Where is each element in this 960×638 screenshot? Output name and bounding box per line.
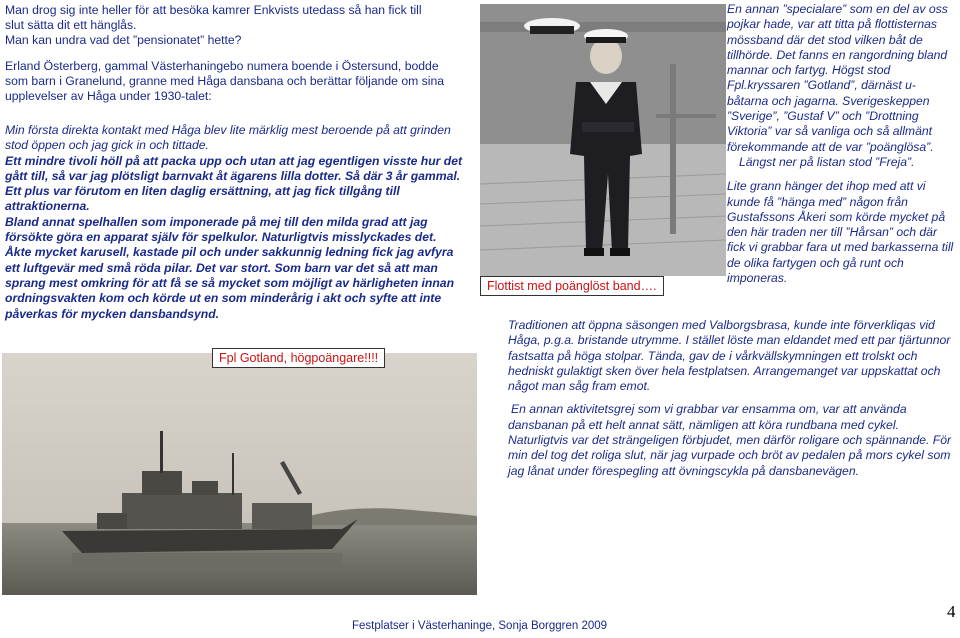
ship-photo <box>2 353 477 595</box>
story-p4: Bland annat spelhallen som imponerade på mej till den milda grad att jag försökte göra en apparat själv för spelkulor. Naturligtvis misslyckades det. <box>5 214 437 245</box>
ship-caption: Fpl Gotland, högpoängare!!!! <box>212 348 385 368</box>
intro-line-3: Man kan undra vad det ”pensionatet” hette? <box>5 33 242 47</box>
intro-paragraph: Erland Österberg, gammal Västerhaningebo numera boende i Östersund, bodde som barn i Granelund, granne med Håga dansbana och berättar följande om sina upplevelser av Håga under 1930-talet: <box>5 59 445 103</box>
ship-photo-image <box>2 353 477 595</box>
cycle-paragraph: En annan aktivitetsgrej som vi grabbar var ensamma om, var att använda dansbanan på ett helt annat sätt, nämligen att köra rundbana med cykel. Naturligtvis var det strängeligen förbjudet, men därför roligare och spännande. För min del tog det roliga slut, när jag vurpade och bröt av pedalen på mors cykel som jag lånat under förespegling att övningscykla på dansbanevägen. <box>508 402 952 478</box>
tradition-paragraph: Traditionen att öppna säsongen med Valborgsbrasa, kunde inte förverkliqas vid Håga, p.g.a. bristande utrymme. I stället löste man eldandet med ett par tjärtunnor fastsatta på höga stolpar. Tända, gav de i vårkvällskymningen ett trolskt och hedniskt gulaktigt sken över hela festplatsen. Arrangemanget var uppskattat och något man såg fram emot. <box>508 318 951 394</box>
sailor-photo-image <box>480 4 726 276</box>
intro-line-2: slut sätta dit ett hänglås. <box>5 18 137 32</box>
sailor-caption: Flottist med poänglöst band…. <box>480 276 664 296</box>
sailor-photo <box>480 4 726 276</box>
story-text <box>5 123 467 322</box>
story-p1: Min första direkta kontakt med Håga blev lite märklig mest beroende på att grinden stod öppen och jag gick in och tittade. <box>5 123 451 153</box>
intro-line-1: Man drog sig inte heller för att besöka kamrer Enkvists utedass så han fick till <box>5 3 422 17</box>
right-p1: En annan ”specialare” som en del av oss pojkar hade, var att titta på flottisternas mössband där det stod vilken båt de tillhörde. Det fanns en rangordning bland mannar och fartyg. Högst stod Fpl.kryssaren ”Gotland”, därnäst u-båtarna och jagarna. Sverigeskeppen ”Sverige”, ”Gustaf V” och ”Drottning Viktoria” var så vanliga och så allmänt förekommande att de var ”poänglösa”. <box>727 2 948 154</box>
right-p2: Lite grann hänger det ihop med att vi kunde få ”hänga med” någon från Gustafssons Åkeri som körde mycket på den här traden ner till ”Hårsan” och där fick vi grabbar fara ut med barkasserna till de olika fartygen och gå runt och imponeras. <box>727 179 954 286</box>
story-p2: Ett mindre tivoli höll på att packa upp och utan att jag egentligen visste hur det gått till, så var jag plötsligt barnvakt åt ägarens lilla dotter. Så där 3 år gammal. <box>5 153 463 183</box>
right-column-text <box>727 2 955 286</box>
page-number: 4 <box>947 602 956 621</box>
intro-text <box>5 3 475 104</box>
right-p1b: Längst ner på listan stod ”Freja”. <box>739 154 915 169</box>
page-footer: Festplatser i Västerhaninge, Sonja Borggren 2009 <box>352 620 608 632</box>
lower-right-text <box>508 318 956 479</box>
story-p3: Ett plus var förutom en liten daglig ersättning, att jag fick tillgång till attraktionerna. <box>5 184 400 214</box>
story-p5: Åkte mycket karusell, kastade pil och under sakkunnig ledning fick jag avfyra ett luftgevär med små röda pilar. Det var stort. Som barn var det så att man sprang mest omkring för att få se så mycket som möjligt av härligheten innan ordningsvakten kom och körde ut en som minderårig i akt och syfte att inte påverkas för mycken dansbandsynd. <box>5 245 455 321</box>
